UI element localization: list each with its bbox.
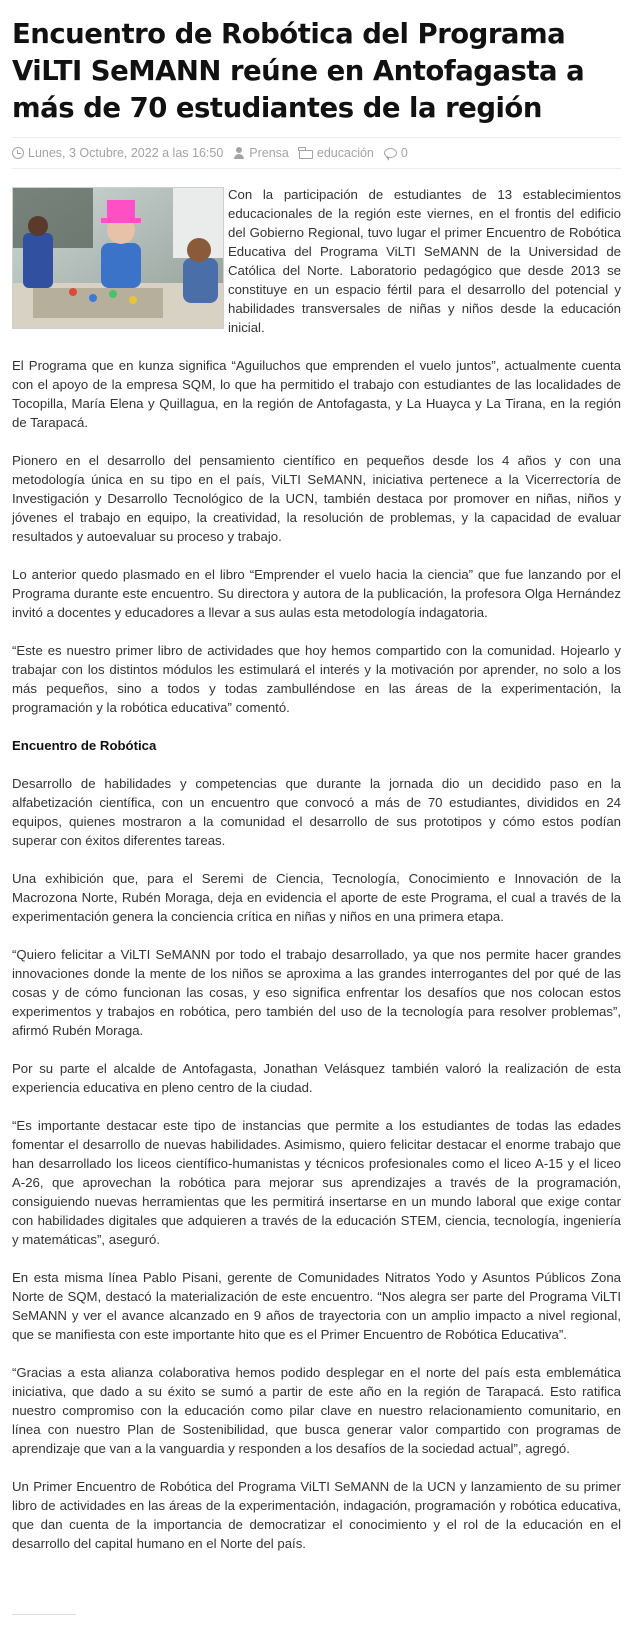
meta-author-link[interactable]: Prensa (249, 146, 289, 160)
paragraph-7: Una exhibición que, para el Seremi de Ciencia, Tecnología, Conocimiento e Innovación de la Macrozona Norte, Rubén Moraga, deja en evidencia el aporte de este Programa, el cual a través de la experimentación genera la conciencia crítica en niñas y niños en una primera etapa. (12, 871, 621, 924)
meta-comments[interactable] (384, 146, 408, 160)
paragraph-1: Con la participación de estudiantes de 13 establecimientos educacionales de la región este viernes, en el frontis del edificio del Gobierno Regional, tuvo lugar el primer Encuentro de Robótica Educativa del Programa ViLTI SeMANN de la Universidad de Católica del Norte. Laboratorio pedagógico que desde 2013 se constituye en un espacio fértil para el desarrollo del potencial y habilidades transversales de niñas y niños desde la educación inicial. (228, 187, 621, 335)
paragraph-3: Pionero en el desarrollo del pensamiento científico en pequeños desde los 4 años y con una metodología única en su tipo en el país, ViLTI SeMANN, iniciativa pertenece a la Vicerrectoría de Investigación y Desarrollo Tecnológico de la UCN, también destaca por promover en niñas, niños y jóvenes el trabajo en equipo, la creatividad, la resolución de problemas, y la capacidad de evaluar resultados y autoevaluar su proceso y trabajo. (12, 453, 621, 544)
paragraph-6: Desarrollo de habilidades y competencias que durante la jornada dio un decidido paso en la alfabetización científica, con un encuentro que convocó a más de 70 estudiantes, divididos en 24 equipos, quienes mostraron a la comunidad el desarrollo de sus prototipos y cómo estos podían superar con éxitos diferentes tareas. (12, 776, 621, 848)
paragraph-4: Lo anterior quedo plasmado en el libro “Emprender el vuelo hacia la ciencia” que fue lanzando por el Programa durante este encuentro. Su directora y autora de la publicación, la profesora Olga Hernández invitó a docentes y educadores a llevar a sus aulas esta metodología indagatoria. (12, 567, 621, 620)
meta-date (12, 146, 223, 160)
divider (12, 1614, 76, 1615)
paragraph-9: Por su parte el alcalde de Antofagasta, Jonathan Velásquez también valoró la realización de esta experiencia educativa en pleno centro de la ciudad. (12, 1061, 621, 1095)
paragraph-2: El Programa que en kunza significa “Aguiluchos que emprenden el vuelo juntos”, actualmente cuenta con el apoyo de la empresa SQM, lo que ha permitido el trabajo con estudiantes de las localidades de Tocopilla, María Elena y Quillagua, en la región de Antofagasta, y La Huayca y La Tirana, en la región de Tarapacá. (12, 358, 621, 430)
paragraph-8: “Quiero felicitar a ViLTI SeMANN por todo el trabajo desarrollado, ya que nos permite hacer grandes innovaciones donde la mente de los niños se aproxima a las grandes interrogantes del por qué de las cosas y de cómo funcionan las cosas, y eso significa enfrentar los desafíos que nos colocan estos experimentos y trabajos en robótica, pero también del uso de la tecnología para resolver problemas”, afirmó Rubén Moraga. (12, 947, 621, 1038)
paragraph-12: “Gracias a esta alianza colaborativa hemos podido desplegar en el norte del país esta emblemática iniciativa, que dado a su éxito se sumó a partir de este año en la región de Tarapacá. Esto ratifica nuestro compromiso con la educación como pilar clave en nuestro relacionamiento comunitario, en línea con nuestro Plan de Sostenibilidad, que busca generar valor compartido con programas de aprendizaje que van a la vanguardia y responden a los desafíos de la sociedad actual”, agregó. (12, 1365, 621, 1456)
meta-category-link[interactable]: educación (316, 146, 374, 160)
clock-icon (12, 147, 24, 159)
folder-icon (299, 150, 313, 159)
person-icon (233, 147, 245, 159)
article-meta (12, 137, 621, 169)
meta-category[interactable] (299, 146, 374, 160)
article-photo (12, 187, 224, 329)
meta-author[interactable] (233, 146, 289, 160)
paragraph-5: “Este es nuestro primer libro de actividades que hoy hemos compartido con la comunidad. Hojearlo y trabajar con los distintos módulos les estimulará el interés y la motivación por aprender, no solo a los más pequeños, sino a todos y todas zambulléndose en las áreas de la experimentación, la programación y la robótica educativa” comentó. (12, 643, 621, 715)
paragraph-13: Un Primer Encuentro de Robótica del Programa ViLTI SeMANN de la UCN y lanzamiento de su primer libro de actividades en las áreas de la experimentación, indagación, programación y robótica educativa, que dan cuenta de la importancia de democratizar el conocimiento y el rol de la educación en el desarrollo del capital humano en el Norte del país. (12, 1479, 621, 1551)
paragraph-11: En esta misma línea Pablo Pisani, gerente de Comunidades Nitratos Yodo y Asuntos Públicos Zona Norte de SQM, destacó la materialización de este encuentro. “Nos alegra ser parte del Programa ViLTI SeMANN y ver el avance alcanzado en 9 años de trayectoria con un amplio impacto a nivel regional, que se manifiesta con este importante hito que es el Primer Encuentro de Robótica Educativa”. (12, 1270, 621, 1342)
paragraph-10: “Es importante destacar este tipo de instancias que permite a los estudiantes de todas las edades fomentar el desarrollo de nuevas habilidades. Asimismo, quiero felicitar destacar el enorme trabajo que han desarrollado los liceos científico-humanistas y técnicos profesionales como el liceo A-15 y el liceo A-26, que aprovechan la robótica para mejorar sus aprendizajes a través de la programación, consiguiendo nuevas herramientas que les permitirá insertarse en un mundo laboral que exige contar con habilidades digitales que adquieren a través de la educación STEM, ciencia, tecnología, ingeniería y matemáticas”, aseguró. (12, 1118, 621, 1247)
subheading: Encuentro de Robótica (12, 738, 157, 753)
article-photo-image (13, 188, 224, 329)
comment-icon (384, 148, 397, 158)
meta-comments-link[interactable]: 0 (400, 146, 408, 160)
article-title: Encuentro de Robótica del Programa ViLTI SeMANN reúne en Antofagasta a más de 70 estudiantes de la región (12, 18, 585, 124)
article-body (12, 185, 621, 1553)
meta-date-text: Lunes, 3 Octubre, 2022 a las 16:50 (28, 146, 224, 160)
